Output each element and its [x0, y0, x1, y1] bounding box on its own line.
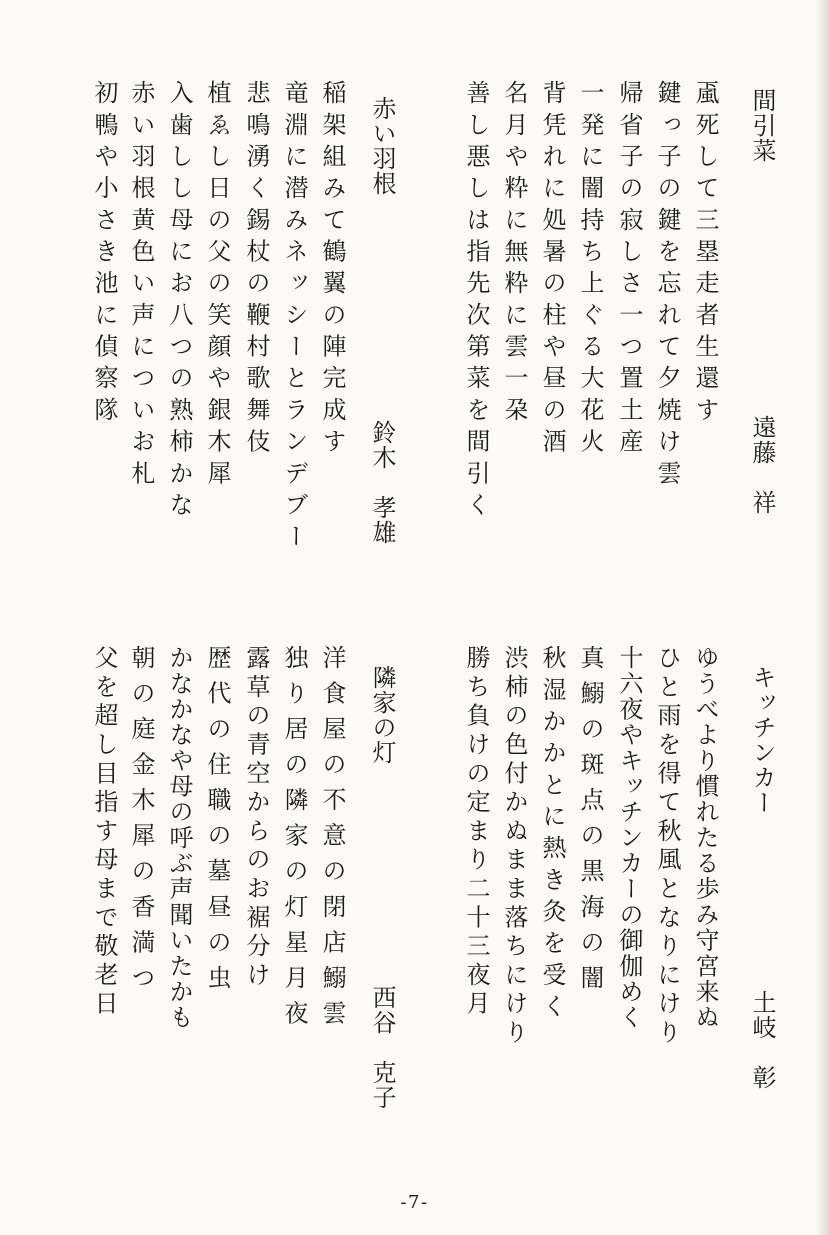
- haiku-line: 朝の庭金木犀の香満つ: [127, 645, 155, 1001]
- haiku-line: 鍵っ子の鍵を忘れて夕焼け雲: [653, 80, 681, 492]
- poem-group-title: 赤い羽根: [368, 96, 396, 196]
- haiku-line: 十六夜やキッチンカーの御伽めく: [615, 645, 643, 1031]
- haiku-line: 颪死して三塁走者生還す: [691, 80, 719, 429]
- haiku-line: 独り居の隣家の灯星月夜: [280, 645, 308, 1036]
- haiku-line: 勝ち負けの定まり二十三夜月: [462, 645, 490, 1020]
- bottom-section: [90, 645, 810, 1145]
- haiku-line: 植ゑし日の父の笑顔や銀木犀: [203, 80, 231, 492]
- haiku-line: 真鰯の斑点の黒海の闇: [576, 645, 604, 1001]
- top-section: [90, 80, 810, 580]
- page-edge: [815, 0, 829, 1235]
- poem-group-title: 隣家の灯: [368, 665, 396, 765]
- haiku-line: 初鴨や小さき池に偵察隊: [90, 80, 118, 429]
- haiku-line: 歴代の住職の墓昼の虫: [203, 645, 231, 1001]
- poem-group-author: 鈴木 孝雄: [368, 420, 396, 545]
- haiku-line: ゆうべより慣れたる歩み守宮来ぬ: [691, 645, 719, 1031]
- haiku-line: 帰省子の寂しさ一つ置土産: [615, 80, 643, 461]
- haiku-line: 竜淵に潜みネッシーとランデブー: [280, 80, 308, 556]
- haiku-line: ひと雨を得て秋風となりにけり: [653, 645, 681, 1049]
- haiku-line: 入歯しし母にお八つの熟柿かな: [165, 80, 193, 524]
- haiku-line: 露草の青空からのお裾分け: [242, 645, 270, 991]
- haiku-line: 洋食屋の不意の閉店鰯雲: [318, 645, 346, 1036]
- haiku-line: 父を超し目指す母まで敬老日: [90, 645, 118, 1020]
- haiku-line: 秋湿かかとに熱き灸を受く: [538, 645, 566, 1026]
- haiku-line: 一発に闇持ち上ぐる大花火: [576, 80, 604, 461]
- haiku-line: 赤い羽根黄色い声についお札: [127, 80, 155, 492]
- poem-group-akai-hane: [90, 80, 420, 580]
- poem-group-mabikina: [450, 80, 810, 580]
- poem-group-author: 西谷 克子: [368, 985, 396, 1110]
- poem-group-author: 土岐 彰: [748, 990, 776, 1090]
- poem-group-kitchen-car: [450, 645, 810, 1145]
- poem-group-title: キッチンカー: [748, 665, 776, 815]
- poem-group-rinka-no-hi: [90, 645, 420, 1145]
- poem-group-author: 遠藤 祥: [748, 415, 776, 515]
- haiku-line: 稲架組みて鶴翼の陣完成す: [318, 80, 346, 461]
- haiku-line: 名月や粋に無粋に雲一朶: [500, 80, 528, 429]
- haiku-line: 渋柿の色付かぬまま落ちにけり: [500, 645, 528, 1049]
- poem-group-title: 間引菜: [748, 88, 776, 163]
- page-number: -7-: [400, 1192, 429, 1213]
- haiku-line: かなかなや母の呼ぶ声聞いたかも: [165, 645, 193, 1031]
- haiku-line: 善し悪しは指先次第菜を間引く: [462, 80, 490, 524]
- haiku-line: 悲鳴湧く錫杖の鞭村歌舞伎: [242, 80, 270, 461]
- haiku-line: 背凭れに処暑の柱や昼の酒: [538, 80, 566, 461]
